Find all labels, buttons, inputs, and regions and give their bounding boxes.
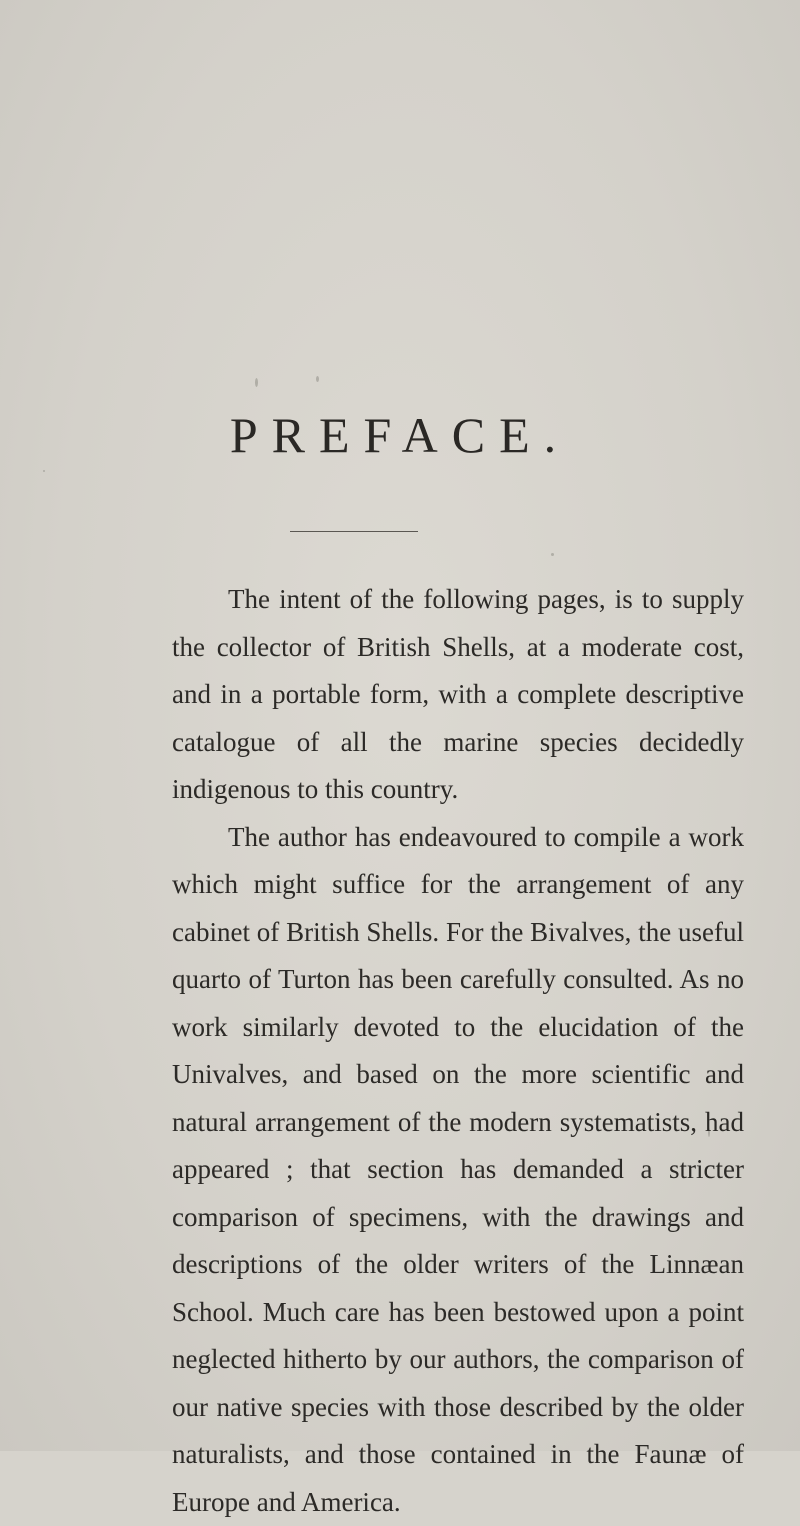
paper-fleck <box>551 553 554 556</box>
paper-fleck <box>255 378 258 387</box>
paper-fleck <box>43 470 45 472</box>
preface-body <box>172 576 744 1526</box>
paragraph: The intent of the following pages, is to supply the collector of British Shells, at a moderate cost, and in a portable form, with a complete descriptive catalogue of all the marine species decidedly indigenous to this country. <box>172 576 744 814</box>
paragraph: The author has endeavoured to compile a work which might suffice for the arrangement of any cabinet of British Shells. For the Bivalves, the useful quarto of Turton has been carefully consulted. As no work similarly devoted to the elucidation of the Univalves, and based on the more scientific and natural arrangement of the modern systematists, had appeared ; that section has demanded a stricter comparison of specimens, with the drawings and descriptions of the older writers of the Linnæan School. Much care has been bestowed upon a point neglected hitherto by our authors, the comparison of our native species with those described by the older naturalists, and those contained in the Faunæ of Europe and America. <box>172 814 744 1526</box>
title-rule <box>290 531 418 532</box>
paper-fleck <box>316 376 319 382</box>
page-title: PREFACE. <box>0 410 800 460</box>
